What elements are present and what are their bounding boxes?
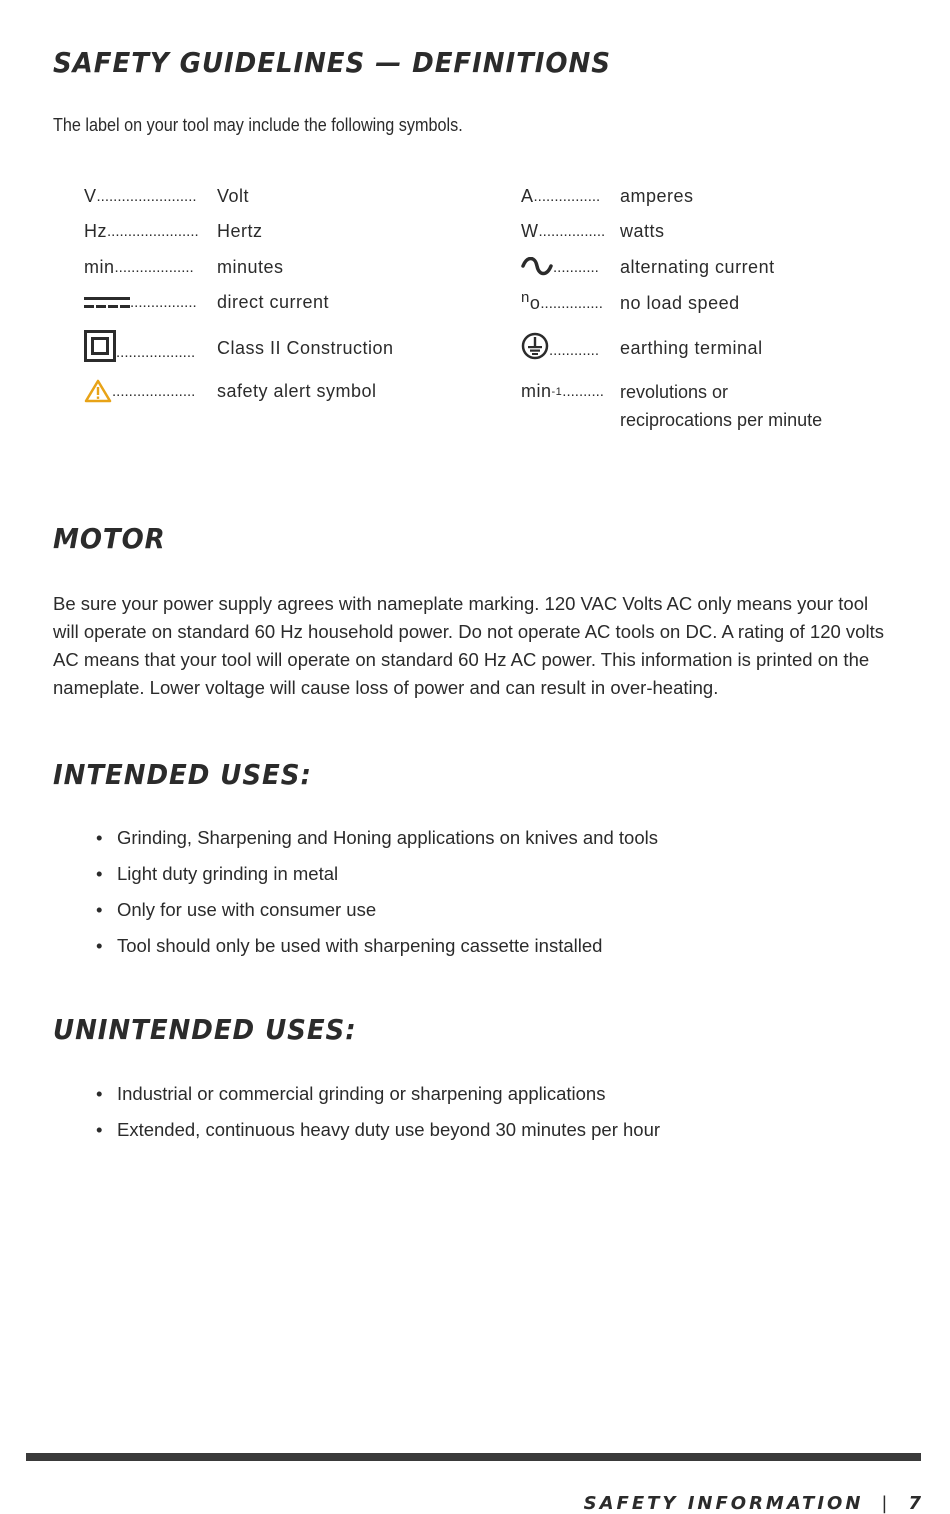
symbol-min-inverse	[521, 381, 562, 402]
symbol-o: o	[529, 293, 541, 313]
list-item-text: Only for use with consumer use	[117, 899, 377, 920]
def-hertz	[84, 221, 263, 242]
footer-separator: |	[881, 1493, 891, 1514]
safety-guidelines-heading: SAFETY GUIDELINES — DEFINITIONS	[53, 46, 611, 79]
term-volt: Volt	[217, 186, 250, 206]
def-alternating-current	[521, 256, 775, 277]
list-item-text: Extended, continuous heavy duty use beyond 30 minutes per hour	[117, 1119, 661, 1140]
symbol-min2: min	[521, 381, 552, 401]
leader-dots: ...................	[114, 259, 194, 276]
bullet: •	[96, 827, 103, 848]
term-line-2: reciprocations per minute	[620, 410, 823, 430]
def-revolutions	[521, 381, 823, 430]
symbol-hz: Hz	[84, 221, 107, 241]
leader-dots: ...................	[116, 343, 196, 361]
term-revolutions	[620, 378, 822, 434]
leader-dots: ....................	[112, 382, 196, 400]
bullet: •	[96, 1083, 103, 1104]
term-line-1: revolutions or	[620, 382, 729, 402]
bullet: •	[96, 899, 103, 920]
leader-dots: ................	[538, 223, 606, 240]
safety-alert-icon	[84, 379, 112, 403]
term-hertz: Hertz	[217, 221, 263, 241]
def-earthing-terminal	[521, 332, 763, 360]
leader-dots: ................	[130, 293, 197, 311]
symbol-sup: -1	[551, 385, 563, 398]
motor-body: Be sure your power supply agrees with nameplate marking. 120 VAC Volts AC only means your tool will operate on standard 60 Hz household power. Do not operate AC tools on DC. A rating of 120 volts AC means that your tool will operate on standard 60 Hz AC power. This information is printed on the nameplate. Lower voltage will cause loss of power and can result in over-heating.	[53, 593, 884, 698]
term-watts: watts	[620, 221, 665, 241]
symbol-a: A	[521, 186, 534, 206]
bullet: •	[96, 935, 103, 956]
term-alternating-current: alternating current	[620, 256, 775, 277]
direct-current-icon	[84, 293, 130, 311]
footer-rule	[26, 1453, 921, 1461]
symbol-no-load	[521, 289, 541, 314]
leader-dots: ...............	[540, 295, 603, 312]
leader-dots: ......................	[107, 223, 199, 240]
page-footer	[584, 1493, 924, 1514]
leader-dots: ................	[533, 188, 601, 205]
list-item-text: Tool should only be used with sharpening cassette installed	[117, 935, 603, 956]
list-item-text: Light duty grinding in metal	[117, 863, 339, 884]
leader-dots: ............	[549, 341, 600, 359]
term-minutes: minutes	[217, 257, 284, 277]
alternating-current-icon	[521, 257, 553, 277]
term-earthing-terminal: earthing terminal	[620, 338, 763, 358]
page-number: 7	[908, 1493, 924, 1514]
def-safety-alert	[84, 379, 377, 403]
term-safety-alert: safety alert symbol	[217, 380, 377, 401]
term-no-load-speed: no load speed	[620, 293, 740, 313]
unintended-uses-heading: UNINTENDED USES:	[53, 1013, 357, 1046]
def-minutes	[84, 257, 284, 278]
term-amperes: amperes	[620, 186, 694, 206]
term-direct-current: direct current	[217, 291, 330, 312]
symbol-min: min	[84, 257, 115, 277]
class-ii-construction-icon	[84, 330, 116, 362]
def-class-ii	[84, 330, 394, 362]
symbol-v: V	[84, 186, 97, 206]
def-amperes	[521, 186, 694, 207]
def-watts	[521, 221, 665, 242]
leader-dots: ........................	[96, 188, 197, 205]
intended-uses-heading: INTENDED USES:	[53, 758, 312, 791]
def-direct-current	[84, 291, 330, 312]
def-no-load-speed	[521, 289, 740, 314]
footer-section-title: SAFETY INFORMATION	[583, 1493, 864, 1514]
symbol-n: n	[521, 289, 530, 306]
earthing-terminal-icon	[521, 332, 549, 360]
motor-heading: MOTOR	[53, 522, 166, 555]
def-volt	[84, 186, 250, 207]
bullet: •	[96, 1119, 103, 1140]
leader-dots: ...........	[553, 258, 599, 276]
bullet: •	[96, 863, 103, 884]
symbol-w: W	[521, 221, 539, 241]
symbols-intro: The label on your tool may include the following symbols.	[53, 115, 463, 135]
list-item-text: Grinding, Sharpening and Honing applications on knives and tools	[117, 827, 658, 848]
leader-dots: ..........	[562, 383, 604, 400]
list-item-text: Industrial or commercial grinding or sharpening applications	[117, 1083, 606, 1104]
term-class-ii: Class II Construction	[217, 338, 394, 358]
